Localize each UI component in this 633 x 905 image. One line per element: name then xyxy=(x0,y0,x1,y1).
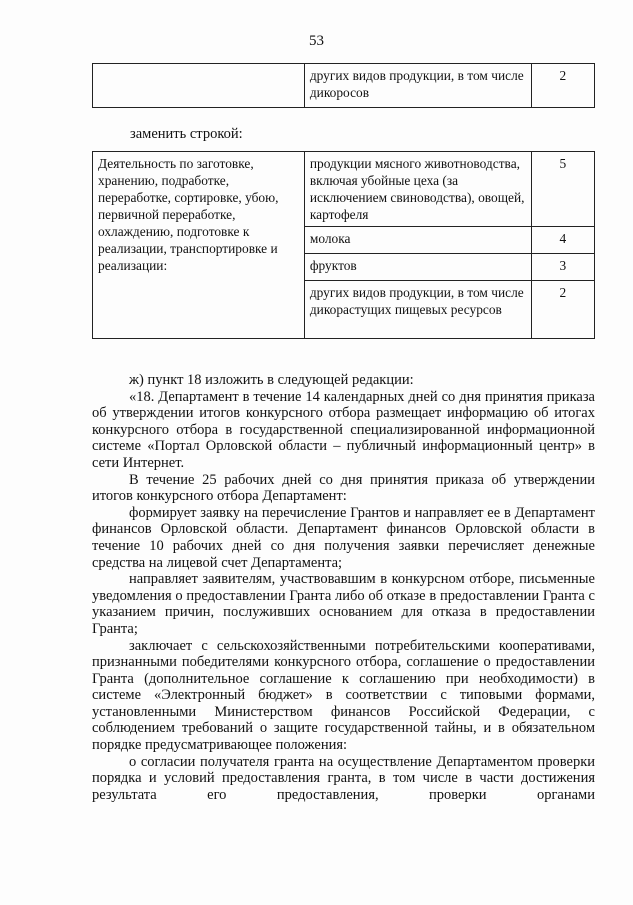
paragraph: «18. Департамент в течение 14 календарных дней со дня принятия приказа об утверждении итогов конкурсного отбора размещает информацию об итогах конкурсного отбора в государственной специализированной информационной системе «Портал Орловской области – публичный информационный центр» в сети Интернет. xyxy=(92,388,595,471)
table-cell-value: 3 xyxy=(531,254,594,281)
table-row xyxy=(93,64,595,108)
body-text xyxy=(92,372,595,803)
table-cell-product: других видов продукции, в том числе дикоросов xyxy=(304,64,531,108)
main-table xyxy=(92,151,595,339)
replace-label: заменить строкой: xyxy=(130,126,243,142)
table-cell-value: 2 xyxy=(531,281,594,339)
paragraph: В течение 25 рабочих дней со дня принятия приказа об утверждении итогов конкурсного отбора Департамент: xyxy=(92,471,595,505)
paragraph: ж) пункт 18 изложить в следующей редакции: xyxy=(129,372,414,388)
table-cell-empty xyxy=(93,64,305,108)
table-cell-product: фруктов xyxy=(304,254,531,281)
table-row xyxy=(93,152,595,227)
paragraph: направляет заявителям, участвовавшим в конкурсном отборе, письменные уведомления о предоставлении Гранта либо об отказе в предоставлении Гранта с указанием причин, послуживших основанием для отказа в предоставлении Гранта; xyxy=(92,571,595,637)
table-cell-product: других видов продукции, в том числе дикорастущих пищевых ресурсов xyxy=(304,281,531,339)
paragraph: формирует заявку на перечисление Грантов и направляет ее в Департамент финансов Орловской области. Департамент финансов Орловской области в течение 10 рабочих дней со дня получения заявки перечисляет денежные средства на лицевой счет Департамента; xyxy=(92,504,595,571)
table-cell-value: 5 xyxy=(531,152,594,227)
paragraph: заключает с сельскохозяйственными потребительскими кооперативами, признанными победителями конкурсного отбора, соглашение о предоставлении Гранта (дополнительное соглашение к соглашению при необходимости) в системе «Электронный бюджет» в соответствии с типовыми формами, установленными Министерством финансов Российской Федерации, с соблюдением требований о защите государственной тайны, и в обязательном порядке предусматривающее положения: xyxy=(92,637,595,754)
top-table xyxy=(92,63,595,108)
table-cell-value: 2 xyxy=(531,64,594,108)
page-number: 53 xyxy=(309,33,324,49)
paragraph: о согласии получателя гранта на осуществление Департаментом проверки порядка и условий предоставления гранта, в том числе в части достижения результата его предоставления, проверки органами xyxy=(92,753,595,803)
table-cell-product: молока xyxy=(304,227,531,254)
table-cell-product: продукции мясного животноводства, включая убойные цеха (за исключением свиноводства), овощей, картофеля xyxy=(304,152,531,227)
table-cell-activity: Деятельность по заготовке, хранению, подработке, переработке, сортировке, убою, первичной переработке, охлаждению, подготовке к реализации, транспортировке и реализации: xyxy=(93,152,305,339)
table-cell-value: 4 xyxy=(531,227,594,254)
